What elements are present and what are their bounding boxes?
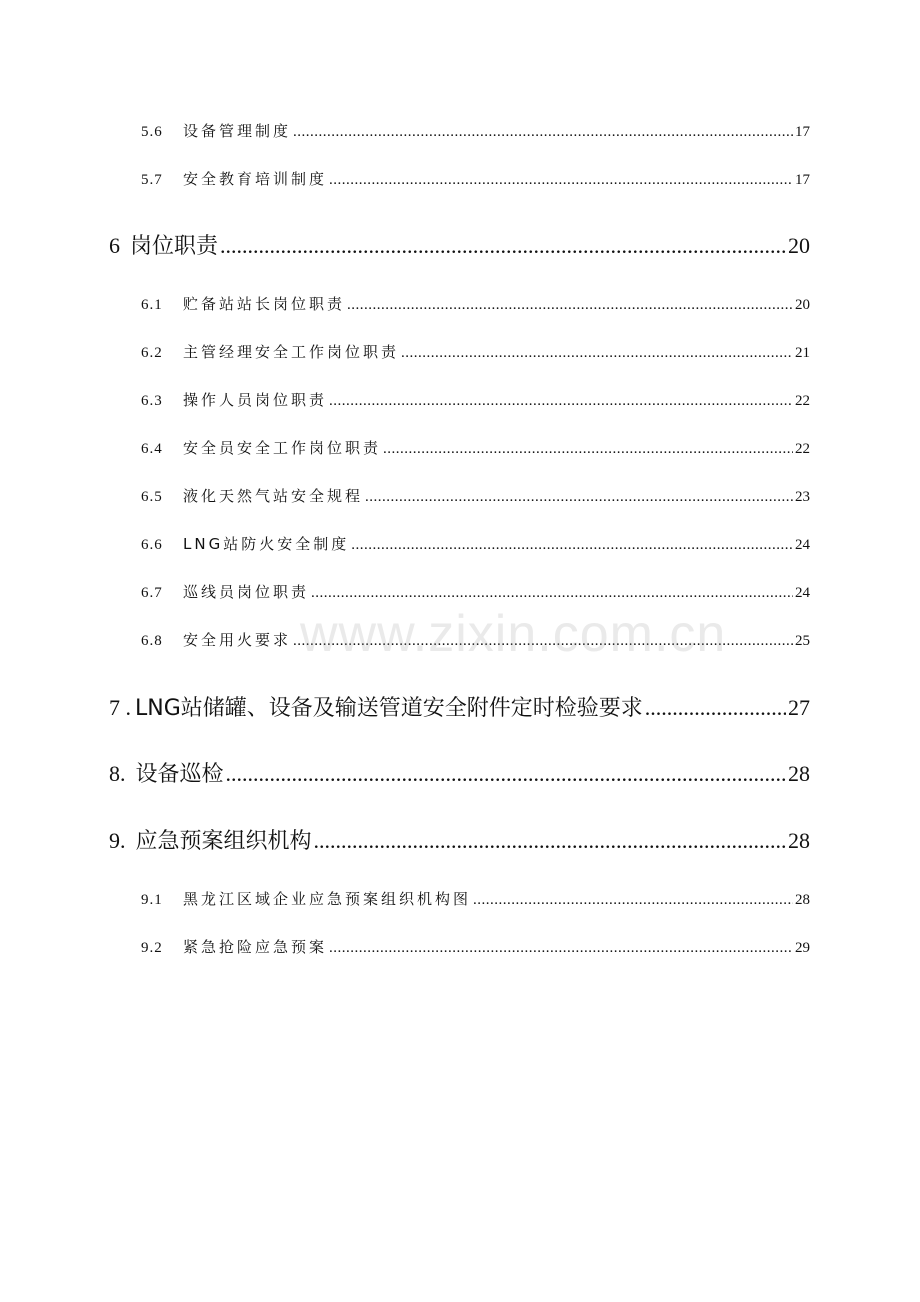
toc-leader bbox=[329, 393, 793, 410]
toc-number: 6.5 bbox=[141, 489, 163, 505]
toc-leader bbox=[220, 233, 786, 259]
toc-page-number: 25 bbox=[795, 633, 810, 649]
toc-number: 6.8 bbox=[141, 633, 163, 649]
toc-title: 安全教育培训制度 bbox=[183, 170, 328, 188]
toc-number: 6.2 bbox=[141, 345, 163, 361]
toc-page-number: 24 bbox=[795, 585, 810, 601]
toc-leader bbox=[293, 633, 793, 650]
toc-number: 9. bbox=[109, 828, 126, 853]
toc-number: 6.4 bbox=[141, 441, 163, 457]
toc-number: 9.1 bbox=[141, 892, 163, 908]
toc-title: 贮备站站长岗位职责 bbox=[183, 295, 346, 313]
toc-leader bbox=[645, 695, 786, 721]
toc-page-number: 17 bbox=[795, 172, 810, 188]
toc-number: 7 . bbox=[109, 695, 131, 720]
toc-page-number: 20 bbox=[795, 297, 810, 313]
toc-title: 安全用火要求 bbox=[183, 631, 292, 649]
toc-number: 5.7 bbox=[141, 172, 163, 188]
toc-leader bbox=[351, 537, 793, 554]
toc-number: 9.2 bbox=[141, 940, 163, 956]
toc-entry-6[interactable] bbox=[109, 229, 810, 261]
toc-number: 6.1 bbox=[141, 297, 163, 313]
watermark: www.zixin.com.cn bbox=[300, 605, 727, 663]
toc-entry-6-8[interactable] bbox=[141, 629, 810, 651]
toc-title: 巡线员岗位职责 bbox=[183, 583, 310, 601]
toc-page-number: 20 bbox=[788, 233, 810, 258]
toc-leader bbox=[473, 892, 793, 909]
toc-entry-6-3[interactable] bbox=[141, 389, 810, 411]
toc-page-number: 22 bbox=[795, 441, 810, 457]
toc-leader bbox=[329, 172, 793, 189]
toc-entry-8[interactable] bbox=[109, 757, 810, 789]
toc-number: 6.3 bbox=[141, 393, 163, 409]
toc-title: 黑龙江区域企业应急预案组织机构图 bbox=[183, 890, 472, 908]
toc-entry-6-2[interactable] bbox=[141, 341, 810, 363]
toc-leader bbox=[329, 940, 793, 957]
toc-number: 5.6 bbox=[141, 124, 163, 140]
toc-page-number: 21 bbox=[795, 345, 810, 361]
toc-title: 操作人员岗位职责 bbox=[183, 391, 328, 409]
toc-title: LNG站储罐、设备及输送管道安全附件定时检验要求 bbox=[135, 696, 643, 721]
toc-page-number: 17 bbox=[795, 124, 810, 140]
toc-leader bbox=[401, 345, 793, 362]
toc-leader bbox=[226, 761, 786, 787]
toc-title: 岗位职责 bbox=[130, 234, 219, 259]
toc-page-number: 28 bbox=[795, 892, 810, 908]
toc-entry-6-6[interactable] bbox=[141, 533, 810, 555]
toc-entry-6-7[interactable] bbox=[141, 581, 810, 603]
toc-entry-6-1[interactable] bbox=[141, 293, 810, 315]
toc-number: 6.6 bbox=[141, 537, 163, 553]
toc-title: LNG站防火安全制度 bbox=[183, 535, 350, 553]
toc-page-number: 29 bbox=[795, 940, 810, 956]
toc-entry-6-4[interactable] bbox=[141, 437, 810, 459]
toc-title: 应急预案组织机构 bbox=[135, 829, 312, 854]
toc-leader bbox=[293, 124, 793, 141]
toc-leader bbox=[347, 297, 793, 314]
toc-number: 6.7 bbox=[141, 585, 163, 601]
toc-entry-5-6[interactable] bbox=[141, 120, 810, 142]
toc-title: 主管经理安全工作岗位职责 bbox=[183, 343, 400, 361]
toc-title: 安全员安全工作岗位职责 bbox=[183, 439, 382, 457]
toc-leader bbox=[311, 585, 793, 602]
toc-entry-7[interactable] bbox=[109, 691, 810, 723]
toc-page-number: 27 bbox=[788, 695, 810, 720]
toc-title: 液化天然气站安全规程 bbox=[183, 487, 364, 505]
toc-page-number: 28 bbox=[788, 761, 810, 786]
toc-entry-5-7[interactable] bbox=[141, 168, 810, 190]
toc-leader bbox=[365, 489, 793, 506]
toc-page-number: 23 bbox=[795, 489, 810, 505]
toc-page-number: 24 bbox=[795, 537, 810, 553]
toc-entry-9-1[interactable] bbox=[141, 888, 810, 910]
toc-title: 设备管理制度 bbox=[183, 122, 292, 140]
toc-page-number: 28 bbox=[788, 828, 810, 853]
toc-entry-9-2[interactable] bbox=[141, 936, 810, 958]
toc-entry-6-5[interactable] bbox=[141, 485, 810, 507]
toc-leader bbox=[383, 441, 793, 458]
toc-entry-9[interactable] bbox=[109, 824, 810, 856]
toc-page-number: 22 bbox=[795, 393, 810, 409]
toc-title: 紧急抢险应急预案 bbox=[183, 938, 328, 956]
toc-title: 设备巡检 bbox=[135, 762, 224, 787]
toc-number: 8. bbox=[109, 761, 126, 786]
toc-leader bbox=[314, 828, 786, 854]
toc-number: 6 bbox=[109, 233, 120, 258]
